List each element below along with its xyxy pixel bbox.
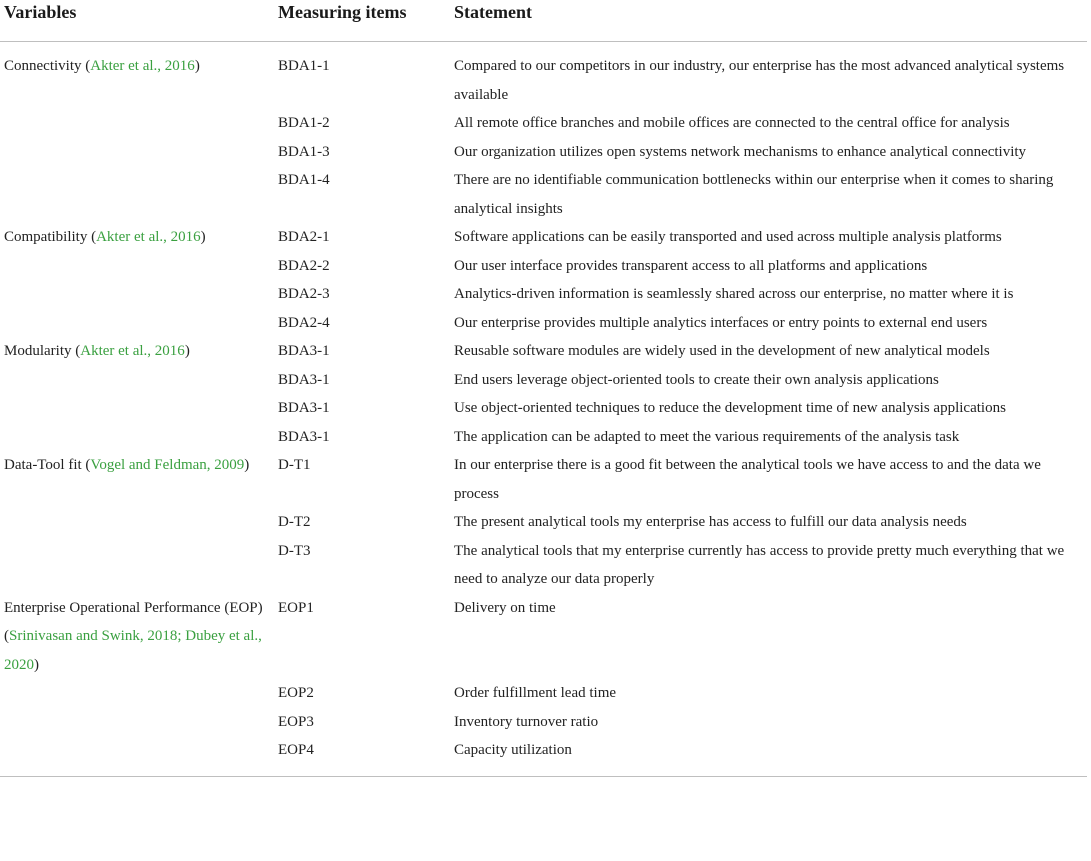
- variable-cell: [0, 166, 274, 223]
- measuring-item-cell: D-T1: [278, 457, 311, 473]
- variable-cell: [0, 736, 274, 776]
- table-body: [0, 42, 1087, 777]
- statement-cell: The application can be adapted to meet the various requirements of the analysis task: [454, 428, 960, 445]
- table-row: [0, 594, 1087, 680]
- statement-cell: Inventory turnover ratio: [454, 713, 599, 730]
- variable-cell: [0, 42, 274, 110]
- measuring-item-cell: BDA3-1: [278, 343, 330, 359]
- table-row: [0, 679, 1087, 708]
- variable-suffix: ): [244, 457, 250, 473]
- table-row: [0, 109, 1087, 138]
- measuring-item-cell: BDA2-1: [278, 229, 330, 245]
- citation-link[interactable]: Akter et al., 2016: [80, 343, 185, 359]
- statement-cell: Reusable software modules are widely used in the development of new analytical models: [454, 343, 990, 359]
- variable-cell: [0, 594, 274, 680]
- measuring-item-cell: EOP3: [278, 713, 314, 730]
- table-row: [0, 252, 1087, 281]
- statement-cell: The analytical tools that my enterprise currently has access to provide pretty much everything that we need to analyze our data properly: [454, 542, 1065, 587]
- header-statement: Statement: [450, 0, 1087, 42]
- measuring-item-cell: BDA3-1: [278, 428, 330, 445]
- statement-cell: Our organization utilizes open systems network mechanisms to enhance analytical connectivity: [454, 143, 1027, 160]
- measuring-item-cell: BDA2-3: [278, 286, 330, 302]
- variable-cell: [0, 537, 274, 594]
- measuring-item-cell: BDA1-3: [278, 143, 330, 160]
- statement-cell: End users leverage object-oriented tools to create their own analysis applications: [454, 371, 939, 388]
- table-row: [0, 423, 1087, 452]
- statement-cell: Order fulfillment lead time: [454, 685, 617, 701]
- statement-cell: In our enterprise there is a good fit between the analytical tools we have access to and the data we process: [454, 457, 1041, 502]
- measuring-item-cell: EOP2: [278, 685, 314, 701]
- variable-cell: [0, 508, 274, 537]
- variable-suffix: ): [194, 58, 200, 74]
- citation-link[interactable]: Srinivasan and Swink, 2018; Dubey et al., 2020: [4, 628, 262, 673]
- measuring-item-cell: EOP1: [278, 599, 314, 616]
- variable-name: Compatibility (: [4, 229, 97, 245]
- header-measuring-items: Measuring items: [274, 0, 450, 42]
- variable-cell: [0, 138, 274, 167]
- table-row: [0, 138, 1087, 167]
- measuring-item-cell: BDA2-4: [278, 314, 330, 331]
- measuring-item-cell: D-T2: [278, 514, 311, 530]
- statement-cell: Software applications can be easily transported and used across multiple analysis platforms: [454, 229, 1002, 245]
- statement-cell: Analytics-driven information is seamlessly shared across our enterprise, no matter where it is: [454, 286, 1014, 302]
- statement-cell: Compared to our competitors in our industry, our enterprise has the most advanced analytical systems available: [454, 58, 1065, 103]
- measuring-item-cell: BDA3-1: [278, 371, 330, 388]
- statement-cell: Delivery on time: [454, 599, 556, 616]
- measuring-item-cell: BDA2-2: [278, 257, 330, 274]
- variable-cell: [0, 252, 274, 281]
- measuring-item-cell: BDA1-1: [278, 58, 330, 74]
- variable-cell: [0, 423, 274, 452]
- table-row: [0, 166, 1087, 223]
- measuring-item-cell: BDA1-2: [278, 115, 330, 131]
- variable-cell: [0, 109, 274, 138]
- statement-cell: There are no identifiable communication bottlenecks within our enterprise when it comes to sharing analytical insights: [454, 172, 1054, 217]
- statement-cell: Our enterprise provides multiple analytics interfaces or entry points to external end users: [454, 314, 988, 331]
- table-row: [0, 309, 1087, 338]
- citation-link[interactable]: Vogel and Feldman, 2009: [90, 457, 245, 473]
- statement-cell: Our user interface provides transparent access to all platforms and applications: [454, 257, 928, 274]
- table-row: [0, 394, 1087, 423]
- header-variables: Variables: [0, 0, 274, 42]
- measuring-item-cell: EOP4: [274, 736, 450, 776]
- table-row: [0, 537, 1087, 594]
- table-row: [0, 708, 1087, 737]
- variable-name: Data-Tool fit (: [4, 457, 91, 473]
- variable-suffix: ): [34, 656, 39, 673]
- citation-link[interactable]: Akter et al., 2016: [96, 229, 201, 245]
- measuring-item-cell: BDA3-1: [278, 400, 330, 416]
- table-row: [0, 451, 1087, 508]
- statement-cell: The present analytical tools my enterprise has access to fulfill our data analysis needs: [454, 514, 967, 530]
- variable-cell: [0, 394, 274, 423]
- citation-link[interactable]: Akter et al., 2016: [90, 58, 195, 74]
- table-row: [0, 337, 1087, 366]
- table-row: [0, 508, 1087, 537]
- statement-cell: Use object-oriented techniques to reduce the development time of new analysis applications: [454, 400, 1006, 416]
- table-row: [0, 223, 1087, 252]
- variable-cell: [0, 366, 274, 395]
- table-row: [0, 366, 1087, 395]
- table-row: [0, 42, 1087, 110]
- variable-name: Enterprise Operational Performance (EOP) (: [4, 599, 263, 644]
- variable-name: Modularity (: [4, 343, 81, 359]
- variable-suffix: ): [200, 229, 206, 245]
- statement-cell: All remote office branches and mobile offices are connected to the central office for analysis: [454, 115, 1010, 131]
- variable-name: Connectivity (: [4, 58, 91, 74]
- measuring-item-cell: BDA1-4: [278, 172, 330, 188]
- table-header: [0, 0, 1087, 42]
- table-row: [0, 280, 1087, 309]
- variable-cell: [0, 280, 274, 309]
- variable-suffix: ): [184, 343, 190, 359]
- measuring-item-cell: D-T3: [278, 542, 311, 559]
- variable-cell: [0, 223, 274, 252]
- statement-cell: Capacity utilization: [450, 736, 1087, 776]
- header-row: [0, 0, 1087, 42]
- variable-cell: [0, 337, 274, 366]
- variable-cell: [0, 451, 274, 508]
- variable-cell: [0, 708, 274, 737]
- variable-cell: [0, 309, 274, 338]
- variable-cell: [0, 679, 274, 708]
- table-row: [0, 736, 1087, 776]
